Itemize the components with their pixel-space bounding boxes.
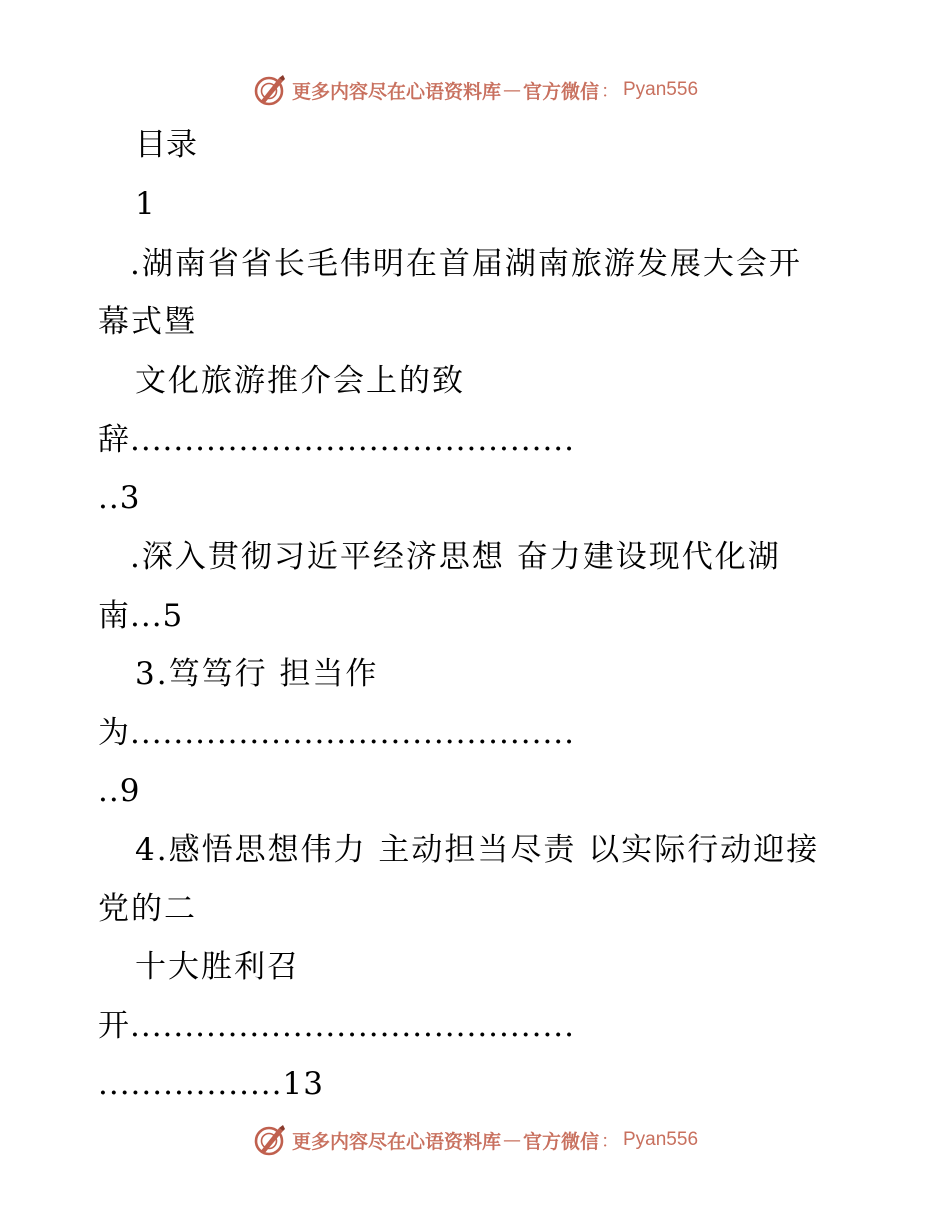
watermark-dash: — xyxy=(502,1129,521,1151)
watermark-brand-text: 更多内容尽在心语资料库 xyxy=(291,80,501,103)
watermark-content xyxy=(252,1122,698,1158)
toc-line: 十大胜利召 xyxy=(135,949,300,985)
watermark-wechat-id: Pyan556 xyxy=(623,1129,699,1150)
pen-logo-icon xyxy=(252,1122,288,1158)
toc-line: .................13 xyxy=(98,1066,324,1102)
toc-line: 文化旅游推介会上的致 xyxy=(135,363,465,399)
watermark-wechat-id: Pyan556 xyxy=(623,79,699,100)
header-watermark xyxy=(0,70,950,110)
watermark-brand-text: 更多内容尽在心语资料库 xyxy=(291,1130,501,1153)
watermark-content xyxy=(252,72,698,108)
toc-title: 目录 xyxy=(135,127,197,163)
toc-line: 辞......................................... xyxy=(98,422,576,458)
toc-line: 1 xyxy=(135,186,155,222)
watermark-wechat-label: 官方微信 xyxy=(522,80,599,103)
toc-line: 开......................................... xyxy=(98,1008,576,1044)
watermark-colon: ： xyxy=(601,81,619,102)
toc-line: 党的二 xyxy=(98,891,197,927)
toc-line: 南...5 xyxy=(98,598,184,634)
watermark-wechat-label: 官方微信 xyxy=(522,1130,599,1153)
pen-logo-icon xyxy=(252,72,288,108)
toc-line: ..3 xyxy=(98,480,141,516)
toc-line: ..9 xyxy=(98,773,141,809)
toc-line: .湖南省省长毛伟明在首届湖南旅游发展大会开 xyxy=(130,246,802,282)
toc-line: .深入贯彻习近平经济思想 奋力建设现代化湖 xyxy=(130,539,781,575)
watermark-colon: ： xyxy=(601,1131,619,1152)
toc-line: 3.笃笃行 担当作 xyxy=(135,656,379,692)
toc-line: 4.感悟思想伟力 主动担当尽责 以实际行动迎接 xyxy=(135,832,820,868)
toc-line: 为......................................... xyxy=(98,715,576,751)
watermark-dash: — xyxy=(502,79,521,101)
footer-watermark xyxy=(0,1120,950,1160)
toc-line: 幕式暨 xyxy=(98,304,197,340)
